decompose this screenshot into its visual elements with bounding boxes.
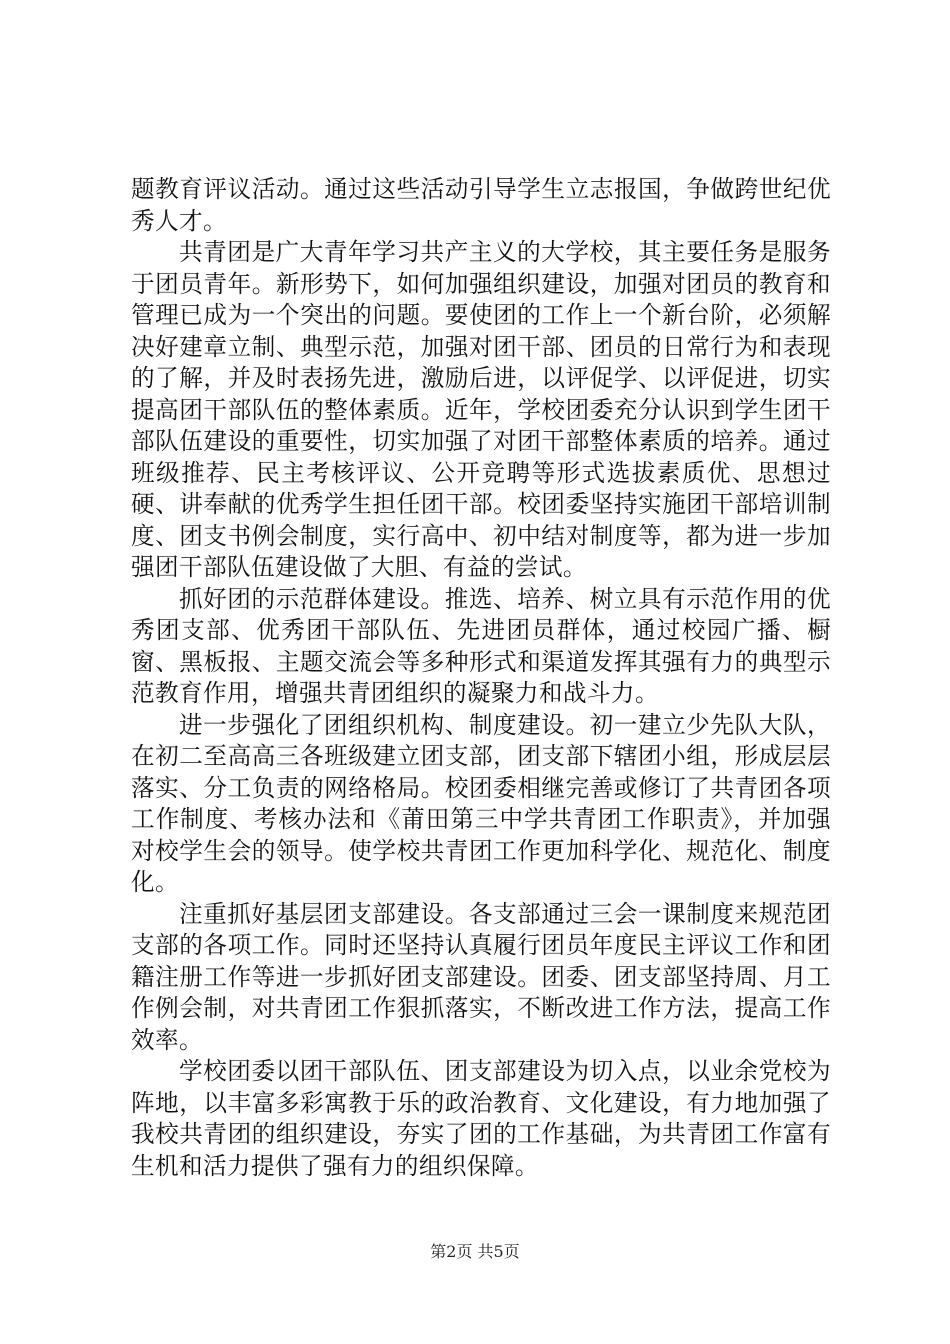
paragraph-model-groups: 抓好团的示范群体建设。推选、培养、树立具有示范作用的优秀团支部、优秀团干部队伍、先进团员群体，通过校园广播、橱窗、黑板报、主题交流会等多种形式和渠道发挥其强有力的典型示范教育作用，增强共青团组织的凝聚力和战斗力。 bbox=[131, 584, 831, 707]
page-number-footer: 第2页 共5页 bbox=[430, 1242, 520, 1261]
paragraph-branch-building: 注重抓好基层团支部建设。各支部通过三会一课制度来规范团支部的各项工作。同时还坚持认真履行团员年度民主评议工作和团籍注册工作等进一步抓好团支部建设。团委、团支部坚持周、月工作例会制，对共青团工作狠抓落实，不断改进工作方法，提高工作效率。 bbox=[131, 899, 831, 1054]
paragraph-continuation: 题教育评议活动。通过这些活动引导学生立志报国，争做跨世纪优秀人才。 bbox=[131, 175, 831, 235]
paragraph-institution-building: 进一步强化了团组织机构、制度建设。初一建立少先队大队，在初二至高高三各班级建立团支部，团支部下辖团小组，形成层层落实、分工负责的网络格局。校团委相继完善或修订了共青团各项工作制度、考核办法和《莆田第三中学共青团工作职责》，并加强对校学生会的领导。使学校共青团工作更加科学化、规范化、制度化。 bbox=[131, 710, 831, 896]
paragraph-conclusion: 学校团委以团干部队伍、团支部建设为切入点，以业余党校为阵地，以丰富多彩寓教于乐的政治教育、文化建设，有力地加强了我校共青团的组织建设，夯实了团的工作基础，为共青团工作富有生机和活力提供了强有力的组织保障。 bbox=[131, 1057, 831, 1180]
paragraph-league-organization: 共青团是广大青年学习共产主义的大学校，其主要任务是服务于团员青年。新形势下，如何加强组织建设，加强对团员的教育和管理已成为一个突出的问题。要使团的工作上一个新台阶，必须解决好建章立制、典型示范，加强对团干部、团员的日常行为和表现的了解，并及时表扬先进，激励后进，以评促学、以评促进，切实提高团干部队伍的整体素质。近年，学校团委充分认识到学生团干部队伍建设的重要性，切实加强了对团干部整体素质的培养。通过班级推荐、民主考核评议、公开竞聘等形式选拔素质优、思想过硬、讲奉献的优秀学生担任团干部。校团委坚持实施团干部培训制度、团支书例会制度，实行高中、初中结对制度等，都为进一步加强团干部队伍建设做了大胆、有益的尝试。 bbox=[131, 238, 831, 581]
document-body bbox=[131, 174, 831, 1182]
